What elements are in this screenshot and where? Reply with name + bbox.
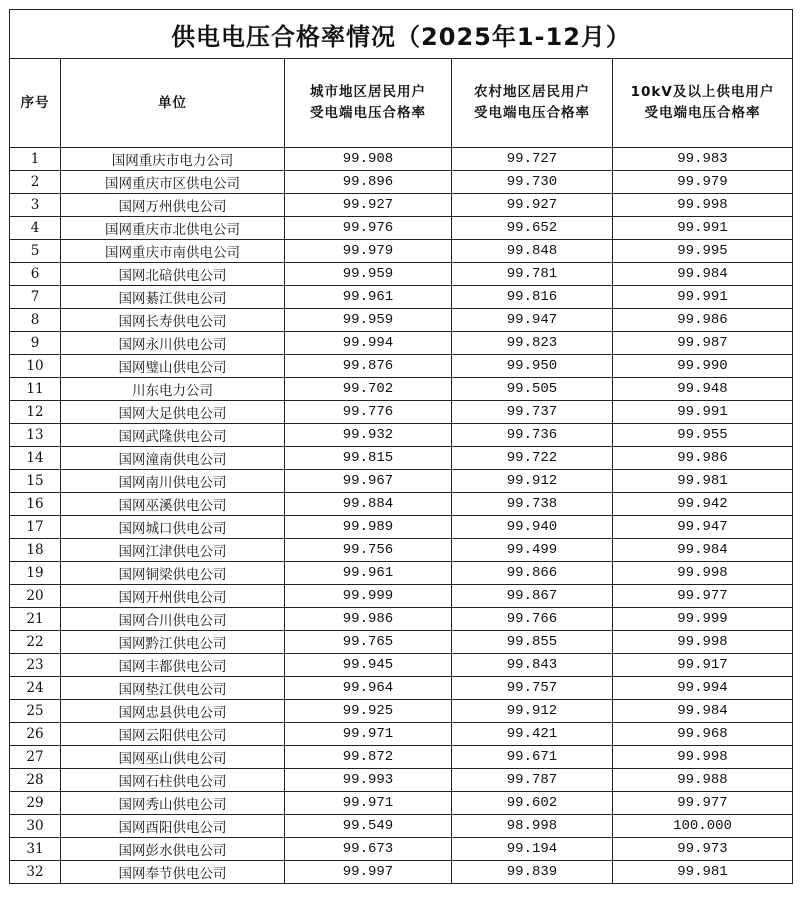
- rural-rate-cell: 99.194: [452, 838, 613, 861]
- index-cell: 21: [10, 608, 61, 631]
- index-cell: 18: [10, 539, 61, 562]
- unit-cell: 国网南川供电公司: [61, 470, 285, 493]
- urban-rate-cell: 99.979: [285, 240, 452, 263]
- table-row: [10, 447, 793, 470]
- index-cell: 16: [10, 493, 61, 516]
- urban-rate-cell: 99.961: [285, 562, 452, 585]
- index-cell: 31: [10, 838, 61, 861]
- unit-cell: 国网綦江供电公司: [61, 286, 285, 309]
- header-rural-line1: 农村地区居民用户: [474, 84, 590, 100]
- rural-rate-cell: 99.843: [452, 654, 613, 677]
- 10kv-rate-cell: 99.987: [613, 332, 793, 355]
- 10kv-rate-cell: 99.948: [613, 378, 793, 401]
- 10kv-rate-cell: 99.955: [613, 424, 793, 447]
- 10kv-rate-cell: 99.998: [613, 631, 793, 654]
- table-row: [10, 723, 793, 746]
- urban-rate-cell: 99.986: [285, 608, 452, 631]
- unit-cell: 国网璧山供电公司: [61, 355, 285, 378]
- header-urban-line2: 受电端电压合格率: [310, 105, 426, 121]
- table-row: [10, 746, 793, 769]
- unit-cell: 国网大足供电公司: [61, 401, 285, 424]
- urban-rate-cell: 99.971: [285, 723, 452, 746]
- urban-rate-cell: 99.702: [285, 378, 452, 401]
- rural-rate-cell: 99.855: [452, 631, 613, 654]
- header-10kv: [613, 59, 793, 148]
- rural-rate-cell: 99.722: [452, 447, 613, 470]
- index-cell: 1: [10, 148, 61, 171]
- urban-rate-cell: 99.927: [285, 194, 452, 217]
- rural-rate-cell: 99.736: [452, 424, 613, 447]
- rural-rate-cell: 99.499: [452, 539, 613, 562]
- table-row: [10, 815, 793, 838]
- rural-rate-cell: 99.787: [452, 769, 613, 792]
- unit-cell: 国网铜梁供电公司: [61, 562, 285, 585]
- urban-rate-cell: 99.997: [285, 861, 452, 884]
- 10kv-rate-cell: 99.998: [613, 194, 793, 217]
- urban-rate-cell: 99.961: [285, 286, 452, 309]
- unit-cell: 国网彭水供电公司: [61, 838, 285, 861]
- header-index: 序号: [10, 59, 61, 148]
- index-cell: 14: [10, 447, 61, 470]
- unit-cell: 国网忠县供电公司: [61, 700, 285, 723]
- index-cell: 12: [10, 401, 61, 424]
- index-cell: 28: [10, 769, 61, 792]
- urban-rate-cell: 99.964: [285, 677, 452, 700]
- header-unit: 单位: [61, 59, 285, 148]
- 10kv-rate-cell: 99.991: [613, 401, 793, 424]
- 10kv-rate-cell: 99.986: [613, 447, 793, 470]
- rural-rate-cell: 99.738: [452, 493, 613, 516]
- table-row: [10, 677, 793, 700]
- table-row: [10, 470, 793, 493]
- unit-cell: 国网秀山供电公司: [61, 792, 285, 815]
- urban-rate-cell: 99.756: [285, 539, 452, 562]
- rural-rate-cell: 99.950: [452, 355, 613, 378]
- unit-cell: 国网永川供电公司: [61, 332, 285, 355]
- header-10kv-line2: 受电端电压合格率: [644, 105, 761, 121]
- header-row: [10, 59, 793, 148]
- rural-rate-cell: 99.781: [452, 263, 613, 286]
- header-rural-line2: 受电端电压合格率: [474, 105, 590, 121]
- 10kv-rate-cell: 99.981: [613, 470, 793, 493]
- 10kv-rate-cell: 99.991: [613, 286, 793, 309]
- unit-cell: 国网开州供电公司: [61, 585, 285, 608]
- table-row: [10, 562, 793, 585]
- index-cell: 5: [10, 240, 61, 263]
- table-row: [10, 286, 793, 309]
- unit-cell: 国网长寿供电公司: [61, 309, 285, 332]
- index-cell: 7: [10, 286, 61, 309]
- table-row: [10, 240, 793, 263]
- header-urban: [285, 59, 452, 148]
- table-row: [10, 654, 793, 677]
- urban-rate-cell: 99.876: [285, 355, 452, 378]
- table-row: [10, 792, 793, 815]
- index-cell: 6: [10, 263, 61, 286]
- urban-rate-cell: 99.776: [285, 401, 452, 424]
- index-cell: 15: [10, 470, 61, 493]
- urban-rate-cell: 99.765: [285, 631, 452, 654]
- index-cell: 2: [10, 171, 61, 194]
- rural-rate-cell: 99.839: [452, 861, 613, 884]
- urban-rate-cell: 99.673: [285, 838, 452, 861]
- rural-rate-cell: 99.757: [452, 677, 613, 700]
- urban-rate-cell: 99.999: [285, 585, 452, 608]
- 10kv-rate-cell: 99.986: [613, 309, 793, 332]
- 10kv-rate-cell: 99.968: [613, 723, 793, 746]
- table-row: [10, 838, 793, 861]
- unit-cell: 国网万州供电公司: [61, 194, 285, 217]
- rural-rate-cell: 99.505: [452, 378, 613, 401]
- 10kv-rate-cell: 99.999: [613, 608, 793, 631]
- unit-cell: 国网重庆市电力公司: [61, 148, 285, 171]
- urban-rate-cell: 99.993: [285, 769, 452, 792]
- 10kv-rate-cell: 99.998: [613, 746, 793, 769]
- table-row: [10, 355, 793, 378]
- table-row: [10, 148, 793, 171]
- urban-rate-cell: 99.908: [285, 148, 452, 171]
- unit-cell: 国网云阳供电公司: [61, 723, 285, 746]
- unit-cell: 国网江津供电公司: [61, 539, 285, 562]
- urban-rate-cell: 99.971: [285, 792, 452, 815]
- index-cell: 9: [10, 332, 61, 355]
- table-row: [10, 263, 793, 286]
- index-cell: 27: [10, 746, 61, 769]
- rural-rate-cell: 99.730: [452, 171, 613, 194]
- rural-rate-cell: 99.652: [452, 217, 613, 240]
- index-cell: 20: [10, 585, 61, 608]
- table-row: [10, 217, 793, 240]
- urban-rate-cell: 99.815: [285, 447, 452, 470]
- index-cell: 29: [10, 792, 61, 815]
- unit-cell: 国网奉节供电公司: [61, 861, 285, 884]
- urban-rate-cell: 99.959: [285, 263, 452, 286]
- unit-cell: 国网重庆市区供电公司: [61, 171, 285, 194]
- table-row: [10, 608, 793, 631]
- rural-rate-cell: 99.727: [452, 148, 613, 171]
- 10kv-rate-cell: 99.990: [613, 355, 793, 378]
- urban-rate-cell: 99.872: [285, 746, 452, 769]
- rural-rate-cell: 99.671: [452, 746, 613, 769]
- table-row: [10, 631, 793, 654]
- 10kv-rate-cell: 100.000: [613, 815, 793, 838]
- header-10kv-line1: 10kV及以上供电用户: [630, 84, 775, 100]
- unit-cell: 国网巫山供电公司: [61, 746, 285, 769]
- unit-cell: 国网重庆市南供电公司: [61, 240, 285, 263]
- 10kv-rate-cell: 99.979: [613, 171, 793, 194]
- unit-cell: 国网黔江供电公司: [61, 631, 285, 654]
- unit-cell: 国网武隆供电公司: [61, 424, 285, 447]
- 10kv-rate-cell: 99.977: [613, 792, 793, 815]
- urban-rate-cell: 99.989: [285, 516, 452, 539]
- index-cell: 4: [10, 217, 61, 240]
- rural-rate-cell: 98.998: [452, 815, 613, 838]
- rural-rate-cell: 99.927: [452, 194, 613, 217]
- unit-cell: 国网合川供电公司: [61, 608, 285, 631]
- rural-rate-cell: 99.866: [452, 562, 613, 585]
- index-cell: 32: [10, 861, 61, 884]
- urban-rate-cell: 99.549: [285, 815, 452, 838]
- rural-rate-cell: 99.940: [452, 516, 613, 539]
- table-row: [10, 309, 793, 332]
- index-cell: 10: [10, 355, 61, 378]
- table-row: [10, 539, 793, 562]
- index-cell: 19: [10, 562, 61, 585]
- index-cell: 23: [10, 654, 61, 677]
- urban-rate-cell: 99.932: [285, 424, 452, 447]
- rural-rate-cell: 99.912: [452, 700, 613, 723]
- index-cell: 22: [10, 631, 61, 654]
- urban-rate-cell: 99.976: [285, 217, 452, 240]
- unit-cell: 国网酉阳供电公司: [61, 815, 285, 838]
- rural-rate-cell: 99.602: [452, 792, 613, 815]
- 10kv-rate-cell: 99.998: [613, 562, 793, 585]
- table-row: [10, 700, 793, 723]
- urban-rate-cell: 99.896: [285, 171, 452, 194]
- 10kv-rate-cell: 99.991: [613, 217, 793, 240]
- index-cell: 25: [10, 700, 61, 723]
- rural-rate-cell: 99.737: [452, 401, 613, 424]
- table-row: [10, 401, 793, 424]
- index-cell: 17: [10, 516, 61, 539]
- unit-cell: 国网石柱供电公司: [61, 769, 285, 792]
- 10kv-rate-cell: 99.983: [613, 148, 793, 171]
- 10kv-rate-cell: 99.988: [613, 769, 793, 792]
- table-row: [10, 424, 793, 447]
- urban-rate-cell: 99.959: [285, 309, 452, 332]
- urban-rate-cell: 99.967: [285, 470, 452, 493]
- header-rural: [452, 59, 613, 148]
- rural-rate-cell: 99.848: [452, 240, 613, 263]
- 10kv-rate-cell: 99.942: [613, 493, 793, 516]
- table-row: [10, 194, 793, 217]
- table-row: [10, 378, 793, 401]
- urban-rate-cell: 99.884: [285, 493, 452, 516]
- voltage-qualification-table: [9, 9, 793, 884]
- index-cell: 11: [10, 378, 61, 401]
- unit-cell: 国网垫江供电公司: [61, 677, 285, 700]
- urban-rate-cell: 99.994: [285, 332, 452, 355]
- rural-rate-cell: 99.816: [452, 286, 613, 309]
- 10kv-rate-cell: 99.977: [613, 585, 793, 608]
- unit-cell: 川东电力公司: [61, 378, 285, 401]
- table-row: [10, 171, 793, 194]
- index-cell: 3: [10, 194, 61, 217]
- table-row: [10, 769, 793, 792]
- rural-rate-cell: 99.947: [452, 309, 613, 332]
- index-cell: 24: [10, 677, 61, 700]
- rural-rate-cell: 99.766: [452, 608, 613, 631]
- unit-cell: 国网城口供电公司: [61, 516, 285, 539]
- urban-rate-cell: 99.945: [285, 654, 452, 677]
- unit-cell: 国网巫溪供电公司: [61, 493, 285, 516]
- unit-cell: 国网重庆市北供电公司: [61, 217, 285, 240]
- 10kv-rate-cell: 99.995: [613, 240, 793, 263]
- rural-rate-cell: 99.421: [452, 723, 613, 746]
- 10kv-rate-cell: 99.994: [613, 677, 793, 700]
- 10kv-rate-cell: 99.973: [613, 838, 793, 861]
- index-cell: 8: [10, 309, 61, 332]
- table-row: [10, 516, 793, 539]
- table-row: [10, 493, 793, 516]
- table-title: 供电电压合格率情况（2025年1-12月）: [10, 10, 793, 59]
- 10kv-rate-cell: 99.984: [613, 700, 793, 723]
- table-row: [10, 585, 793, 608]
- 10kv-rate-cell: 99.984: [613, 263, 793, 286]
- rural-rate-cell: 99.867: [452, 585, 613, 608]
- header-urban-line1: 城市地区居民用户: [310, 84, 426, 100]
- unit-cell: 国网潼南供电公司: [61, 447, 285, 470]
- index-cell: 13: [10, 424, 61, 447]
- urban-rate-cell: 99.925: [285, 700, 452, 723]
- index-cell: 30: [10, 815, 61, 838]
- 10kv-rate-cell: 99.917: [613, 654, 793, 677]
- table-row: [10, 861, 793, 884]
- table-row: [10, 332, 793, 355]
- 10kv-rate-cell: 99.947: [613, 516, 793, 539]
- 10kv-rate-cell: 99.984: [613, 539, 793, 562]
- index-cell: 26: [10, 723, 61, 746]
- unit-cell: 国网丰都供电公司: [61, 654, 285, 677]
- 10kv-rate-cell: 99.981: [613, 861, 793, 884]
- rural-rate-cell: 99.823: [452, 332, 613, 355]
- unit-cell: 国网北碚供电公司: [61, 263, 285, 286]
- rural-rate-cell: 99.912: [452, 470, 613, 493]
